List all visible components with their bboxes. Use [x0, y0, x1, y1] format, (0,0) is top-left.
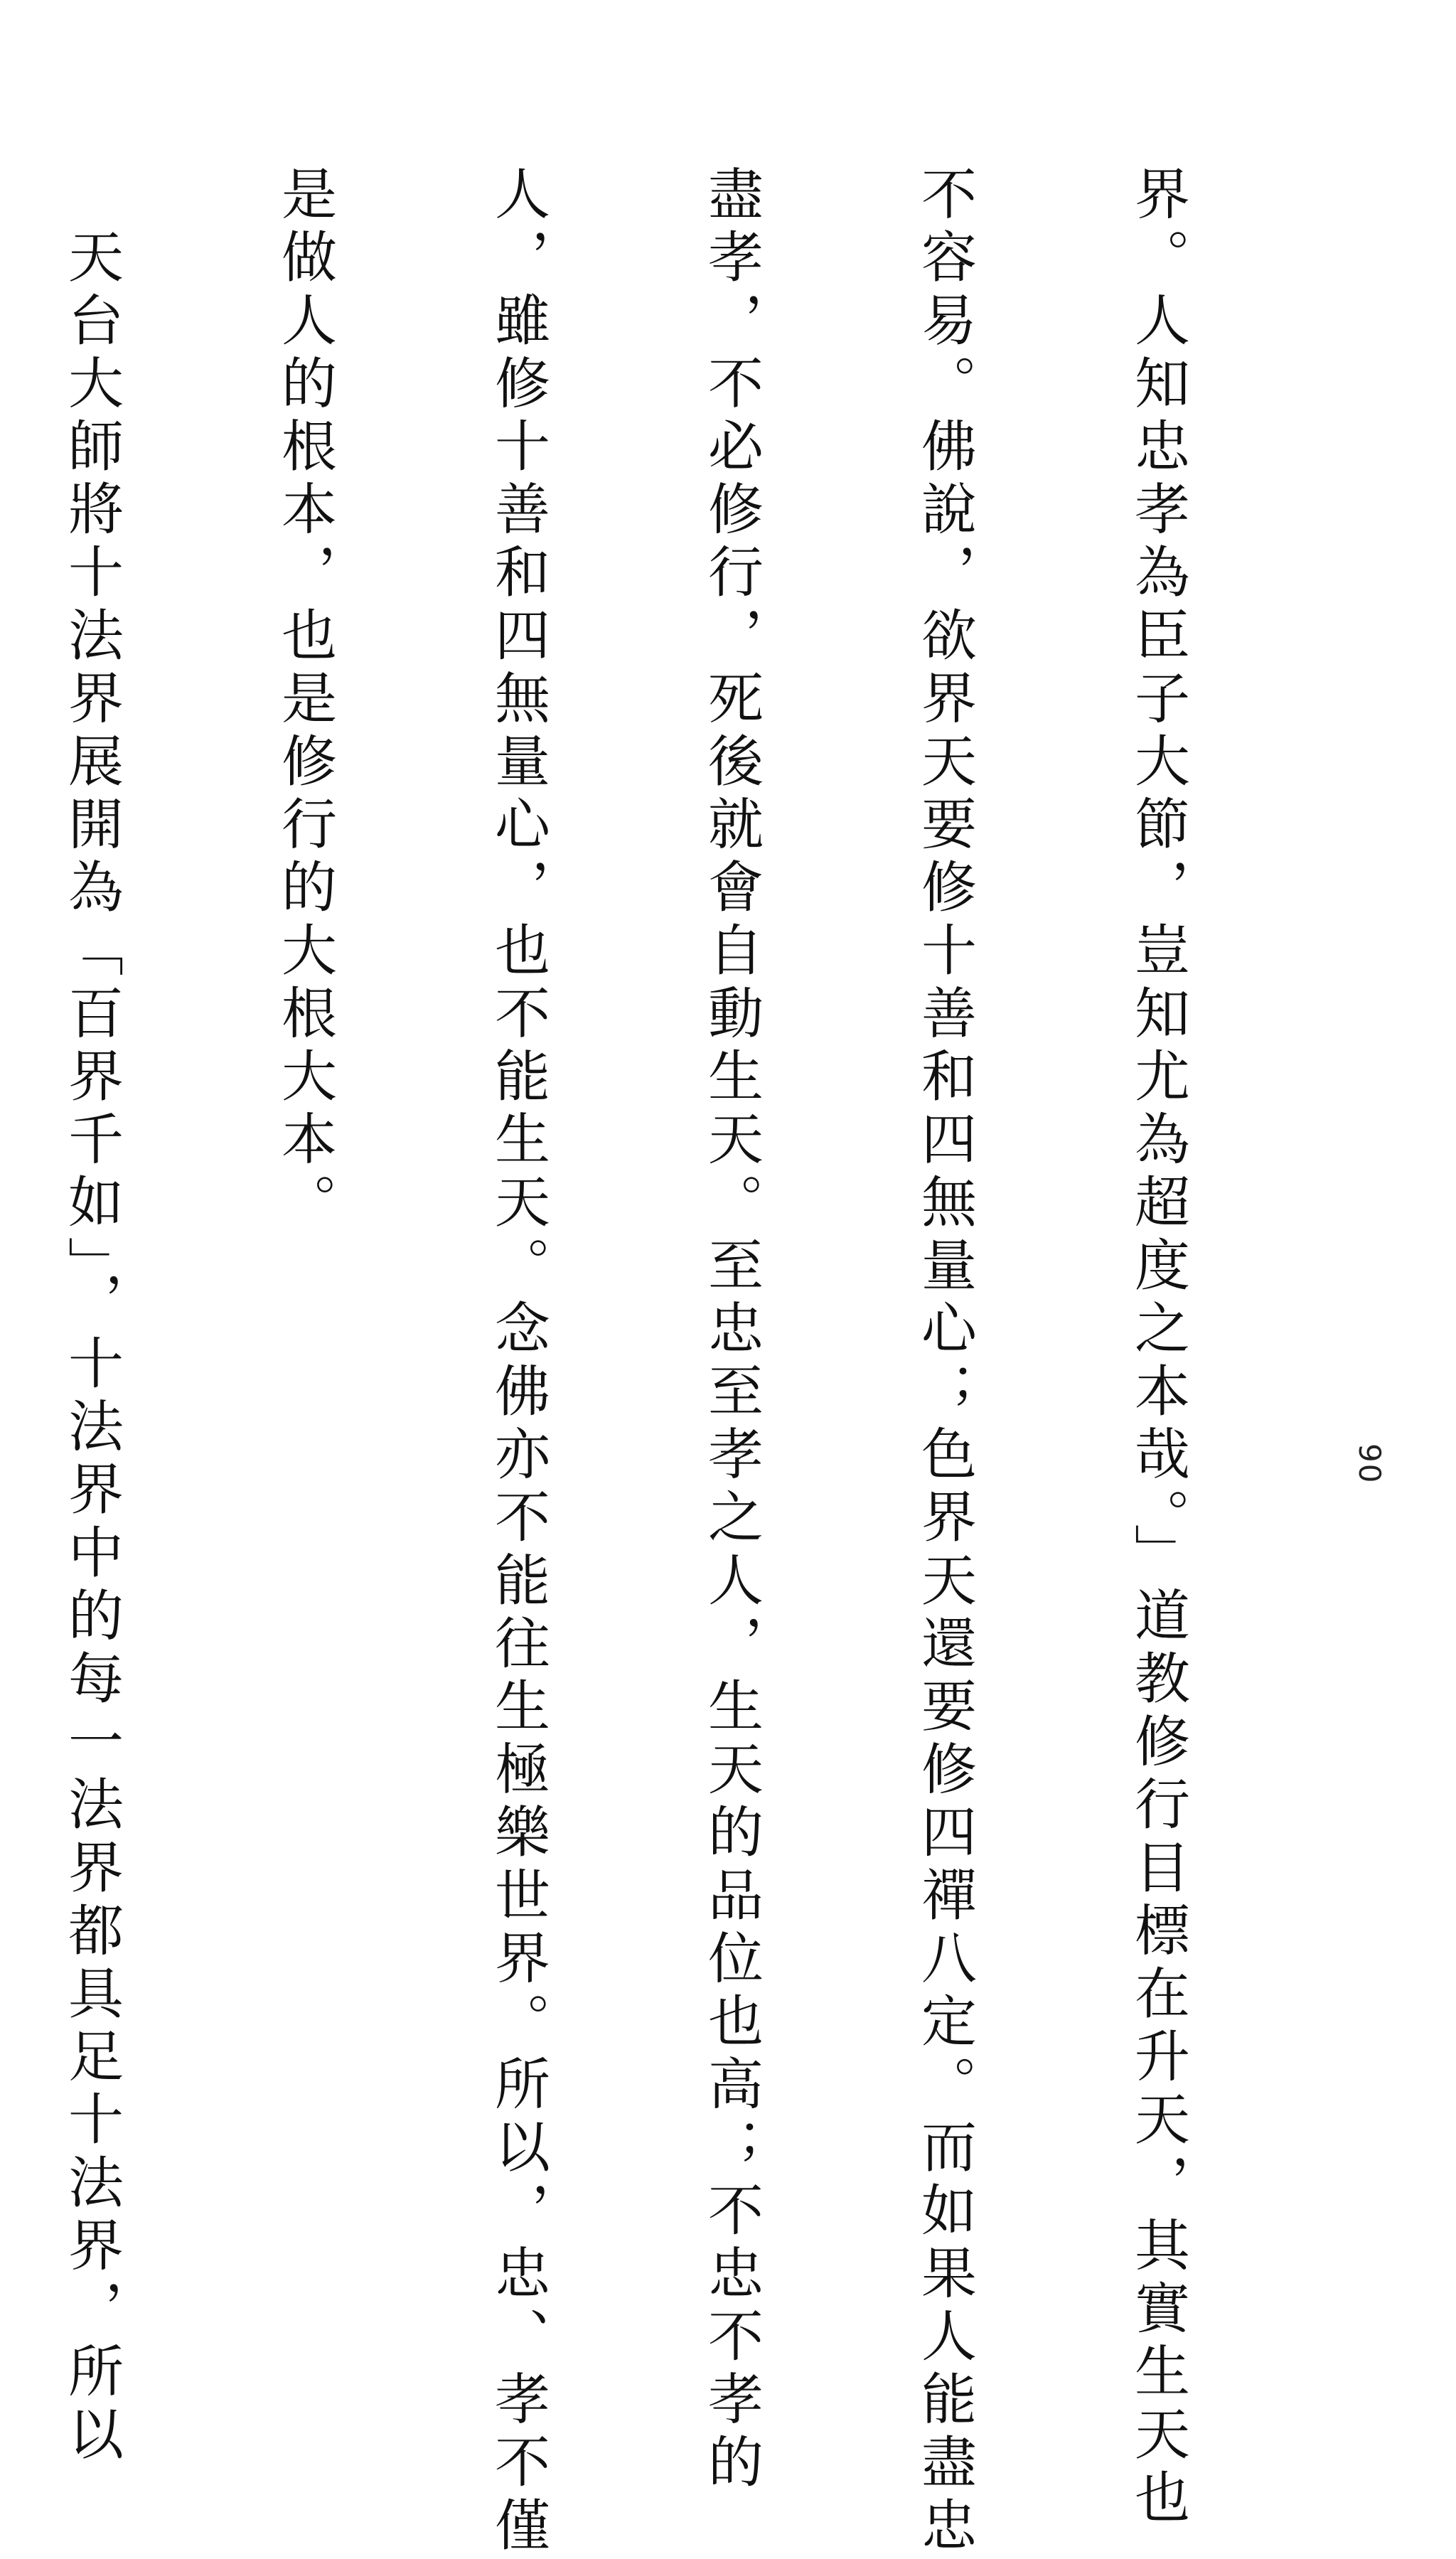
text-column-4: 人，雖修十善和四無量心，也不能生天。念佛亦不能往生極樂世界。所以，忠、孝不僅 [486, 165, 550, 2559]
text-column-3: 盡孝，不必修行，死後就會自動生天。至忠至孝之人，生天的品位也高；不忠不孝的 [699, 165, 763, 2496]
text-column-5: 是做人的根本，也是修行的大根大本。 [272, 165, 336, 1236]
page-number: 90 [1352, 1443, 1387, 1485]
text-column-6: 天台大師將十法界展開為「百界千如」，十法界中的每一法界都具足十法界，所以 [59, 165, 123, 2469]
vertical-text-block [0, 165, 1335, 2559]
text-column-1: 界。人知忠孝為臣子大節，豈知尤為超度之本哉。」道教修行目標在升天，其實生天也 [1125, 165, 1189, 2531]
text-column-2: 不容易。佛說，欲界天要修十善和四無量心；色界天還要修四禪八定。而如果人能盡忠 [912, 165, 976, 2559]
